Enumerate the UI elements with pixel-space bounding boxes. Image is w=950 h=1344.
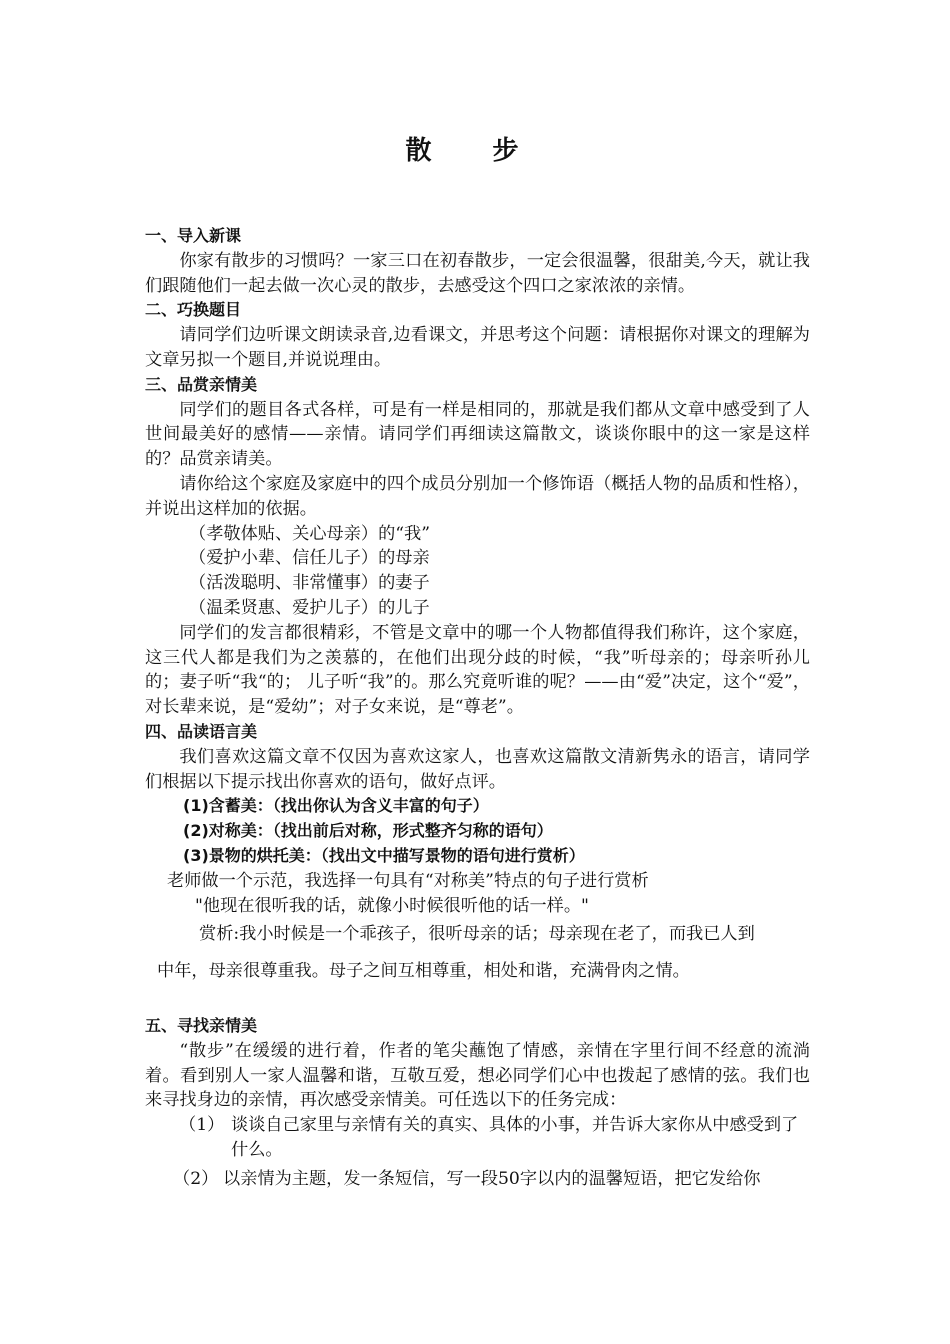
section-5-paragraph: “散步”在缓缓的进行着，作者的笔尖蘸饱了情感，亲情在字里行间不经意的流淌着。看到别人一家人温馨和谐，互敬互爱，想必同学们心中也拨起了感情的弦。我们也来寻找身边的亲情，再次感受亲情美。可任选以下的任务完成： xyxy=(145,1040,810,1111)
task-number: （2） xyxy=(173,1168,219,1189)
section-3-paragraph-1: 同学们的题目各式各样，可是有一样是相同的，那就是我们都从文章中感受到了人世间最美好的感情——亲情。请同学们再细读这篇散文，谈谈你眼中的这一家是这样的？品赏亲请美。 xyxy=(145,399,810,470)
task-number: （1） xyxy=(179,1115,225,1136)
list-item: （孝敬体贴、关心母亲）的“我” xyxy=(189,523,431,544)
section-heading-4: 四、品读语言美 xyxy=(145,721,258,741)
task-text: 以亲情为主题，发一条短信，写一段50字以内的温馨短语，把它发给你 xyxy=(223,1168,761,1189)
section-heading-1: 一、导入新课 xyxy=(145,226,242,245)
list-item: （活泼聪明、非常懂事）的妻子 xyxy=(189,573,430,594)
hint-item: (3)景物的烘托美：（找出文中描写景物的语句进行赏析） xyxy=(183,845,585,865)
section-1-paragraph: 你家有散步的习惯吗？一家三口在初春散步，一定会很温馨，很甜美,今天，就让我们跟随他们一起去做一次心灵的散步，去感受这个四口之家浓浓的亲情。 xyxy=(145,250,810,296)
document-body xyxy=(145,224,810,1191)
section-2-paragraph: 请同学们边听课文朗读录音,边看课文，并思考这个问题：请根据你对课文的理解为文章另拟一个题目,并说说理由。 xyxy=(145,325,810,370)
list-item: （温柔贤惠、爱护儿子）的儿子 xyxy=(189,597,430,618)
section-heading-3: 三、品赏亲情美 xyxy=(145,374,258,394)
section-heading-2: 二、巧换题目 xyxy=(145,300,242,320)
task-item xyxy=(145,1113,810,1163)
analysis-line-2: 中年，母亲很尊重我。母子之间互相尊重，相处和谐，充满骨肉之情。 xyxy=(157,961,690,982)
section-4-paragraph: 我们喜欢这篇文章不仅因为喜欢这家人，也喜欢这篇散文清新隽永的语言，请同学们根据以下提示找出你喜欢的语句，做好点评。 xyxy=(145,746,810,792)
task-text: 谈谈自己家里与亲情有关的真实、具体的小事，并告诉大家你从中感受到了什么。 xyxy=(231,1115,799,1160)
hint-item: (2)对称美：（找出前后对称，形式整齐匀称的语句） xyxy=(183,821,553,841)
hint-item: (1)含蓄美：（找出你认为含义丰富的句子） xyxy=(183,796,489,816)
quote-line: "他现在很听我的话，就像小时候很听他的话一样。" xyxy=(195,895,589,916)
section-3-paragraph-3: 同学们的发言都很精彩，不管是文章中的哪一个人物都值得我们称许，这个家庭，这三代人都是我们为之羡慕的，在他们出现分歧的时候，“我”听母亲的；母亲听孙儿的；妻子听“我“的； 儿子听“我”的。那么究竟听谁的呢？——由“爱”决定，这个“爱”，对长辈来说，是“爱幼”；对子女来说，是“尊老”。 xyxy=(145,622,810,718)
section-3-paragraph-2: 请你给这个家庭及家庭中的四个成员分别加一个修饰语（概括人物的品质和性格），并说出这样加的依据。 xyxy=(145,473,810,519)
list-item: （爱护小辈、信任儿子）的母亲 xyxy=(189,548,430,569)
document-title: 散 步 xyxy=(405,136,545,166)
task-item xyxy=(145,1167,810,1192)
demo-line: 老师做一个示范，我选择一句具有“对称美”特点的句子进行赏析 xyxy=(167,870,649,891)
analysis-line-1: 赏析:我小时候是一个乖孩子，很听母亲的话；母亲现在老了，而我已人到 xyxy=(199,924,755,945)
section-heading-5: 五、寻找亲情美 xyxy=(145,1015,258,1035)
spacer xyxy=(145,984,810,1014)
